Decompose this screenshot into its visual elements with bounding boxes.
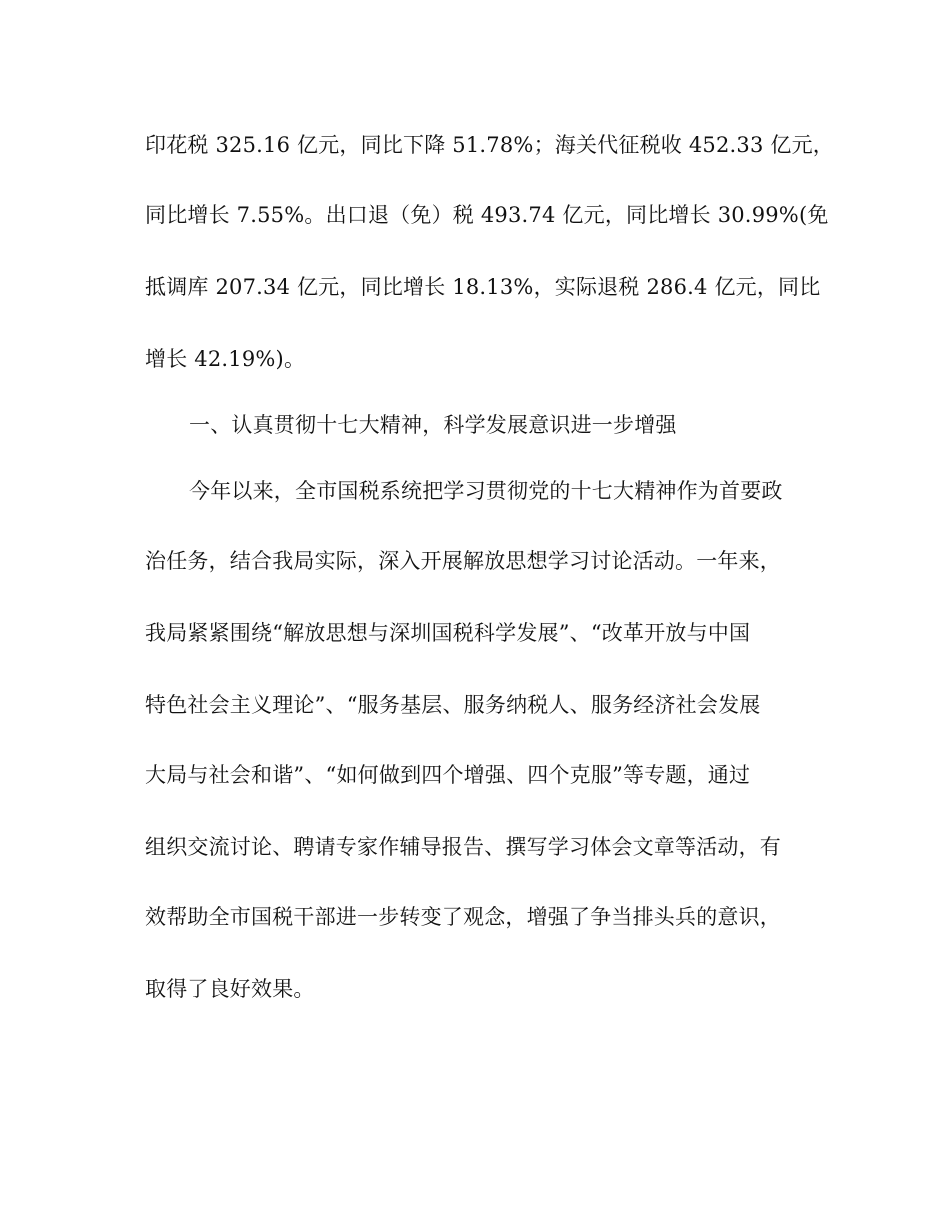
text-line-4: 增长 42.19%)。 — [145, 347, 306, 371]
paragraph-line-5: 大局与社会和谐”、“如何做到四个增强、四个克服”等专题，通过 — [145, 763, 751, 787]
paragraph-line-2: 治任务，结合我局实际，深入开展解放思想学习讨论活动。一年来， — [145, 549, 781, 573]
paragraph-line-6: 组织交流讨论、聘请专家作辅导报告、撰写学习体会文章等活动，有 — [145, 835, 781, 859]
paragraph-line-3: 我局紧紧围绕“解放思想与深圳国税科学发展”、“改革开放与中国 — [145, 621, 751, 645]
text-line-3: 抵调库 207.34 亿元，同比增长 18.13%，实际退税 286.4 亿元，同比 — [145, 275, 821, 299]
paragraph-line-4: 特色社会主义理论”、“服务基层、服务纳税人、服务经济社会发展 — [145, 693, 761, 717]
paragraph-line-7: 效帮助全市国税干部进一步转变了观念，增强了争当排头兵的意识， — [145, 905, 781, 929]
paragraph-line-8: 取得了良好效果。 — [145, 977, 315, 1001]
text-line-1: 印花税 325.16 亿元，同比下降 51.78%；海关代征税收 452.33 亿元， — [145, 133, 835, 157]
paragraph-line-1: 今年以来，全市国税系统把学习贯彻党的十七大精神作为首要政 — [189, 479, 783, 503]
section-heading: 一、认真贯彻十七大精神，科学发展意识进一步增强 — [189, 413, 677, 437]
text-line-2: 同比增长 7.55%。出口退（免）税 493.74 亿元，同比增长 30.99%(免 — [145, 203, 829, 227]
